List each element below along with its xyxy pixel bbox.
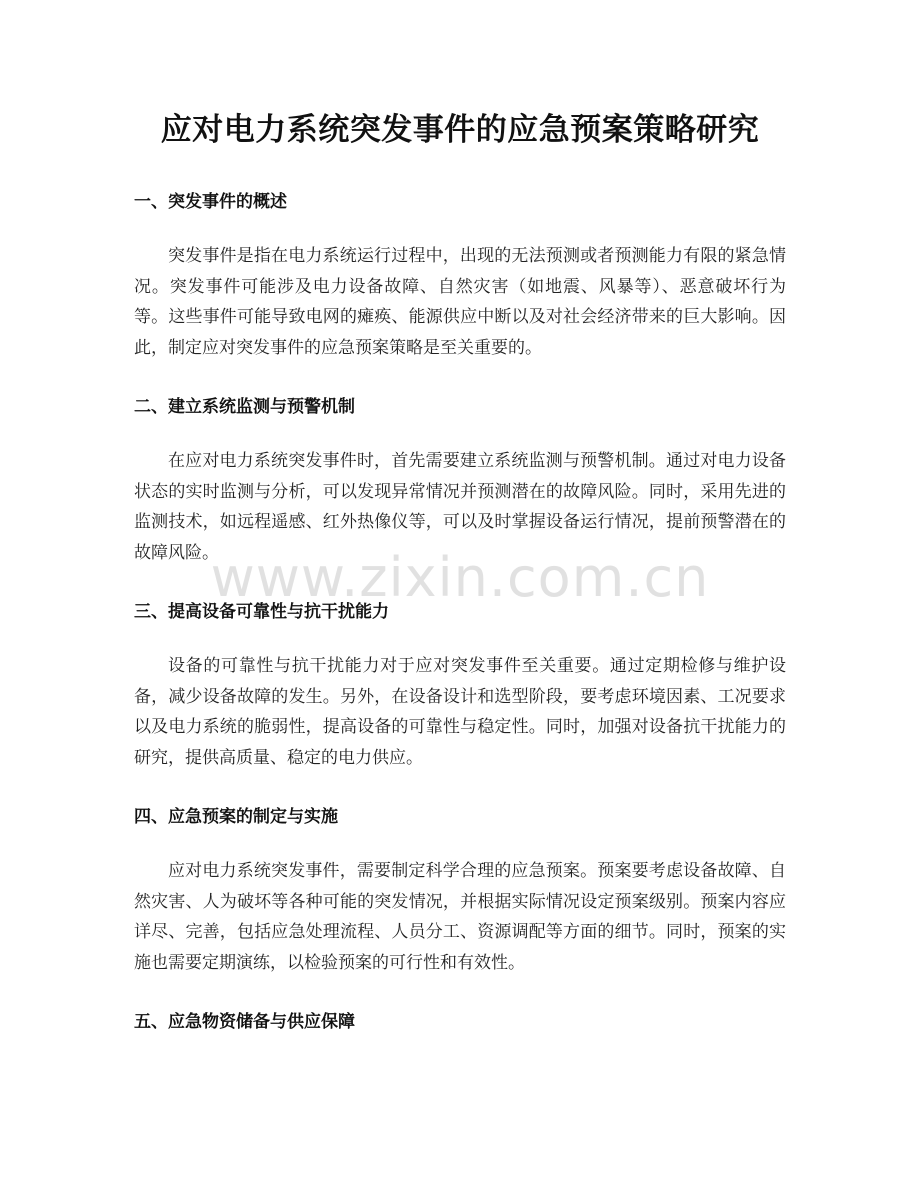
watermark-text: www.zixin.com.cn [210, 546, 710, 609]
section-heading: 二、建立系统监测与预警机制 [134, 397, 355, 417]
section-emergency-plan [134, 801, 786, 978]
section-reliability [134, 596, 786, 773]
section-paragraph: 在应对电力系统突发事件时，首先需要建立系统监测与预警机制。通过对电力设备状态的实时监测与分析，可以发现异常情况并预测潜在的故障风险。同时，采用先进的监测技术，如远程遥感、红外热像仪等，可以及时掌握设备运行情况，提前预警潜在的故障风险。 [134, 451, 786, 563]
section-paragraph: 应对电力系统突发事件，需要制定科学合理的应急预案。预案要考虑设备故障、自然灾害、人为破坏等各种可能的突发情况，并根据实际情况设定预案级别。预案内容应详尽、完善，包括应急处理流程、人员分工、资源调配等方面的细节。同时，预案的实施也需要定期演练，以检验预案的可行性和有效性。 [134, 861, 786, 973]
section-heading: 五、应急物资储备与供应保障 [134, 1012, 355, 1032]
section-monitoring [134, 391, 786, 568]
section-heading: 三、提高设备可靠性与抗干扰能力 [134, 602, 389, 622]
document-title: 应对电力系统突发事件的应急预案策略研究 [160, 112, 760, 148]
document-body [134, 186, 786, 1061]
section-paragraph: 设备的可靠性与抗干扰能力对于应对突发事件至关重要。通过定期检修与维护设备，减少设备故障的发生。另外，在设备设计和选型阶段，要考虑环境因素、工况要求以及电力系统的脆弱性，提高设备的可靠性与稳定性。同时，加强对设备抗干扰能力的研究，提供高质量、稳定的电力供应。 [134, 656, 786, 768]
section-paragraph: 突发事件是指在电力系统运行过程中，出现的无法预测或者预测能力有限的紧急情况。突发事件可能涉及电力设备故障、自然灾害（如地震、风暴等）、恶意破坏行为等。这些事件可能导致电网的瘫痪、能源供应中断以及对社会经济带来的巨大影响。因此，制定应对突发事件的应急预案策略是至关重要的。 [134, 246, 786, 358]
section-heading: 一、突发事件的概述 [134, 192, 287, 212]
section-heading: 四、应急预案的制定与实施 [134, 807, 338, 827]
section-overview [134, 186, 786, 363]
section-supplies [134, 1006, 786, 1038]
